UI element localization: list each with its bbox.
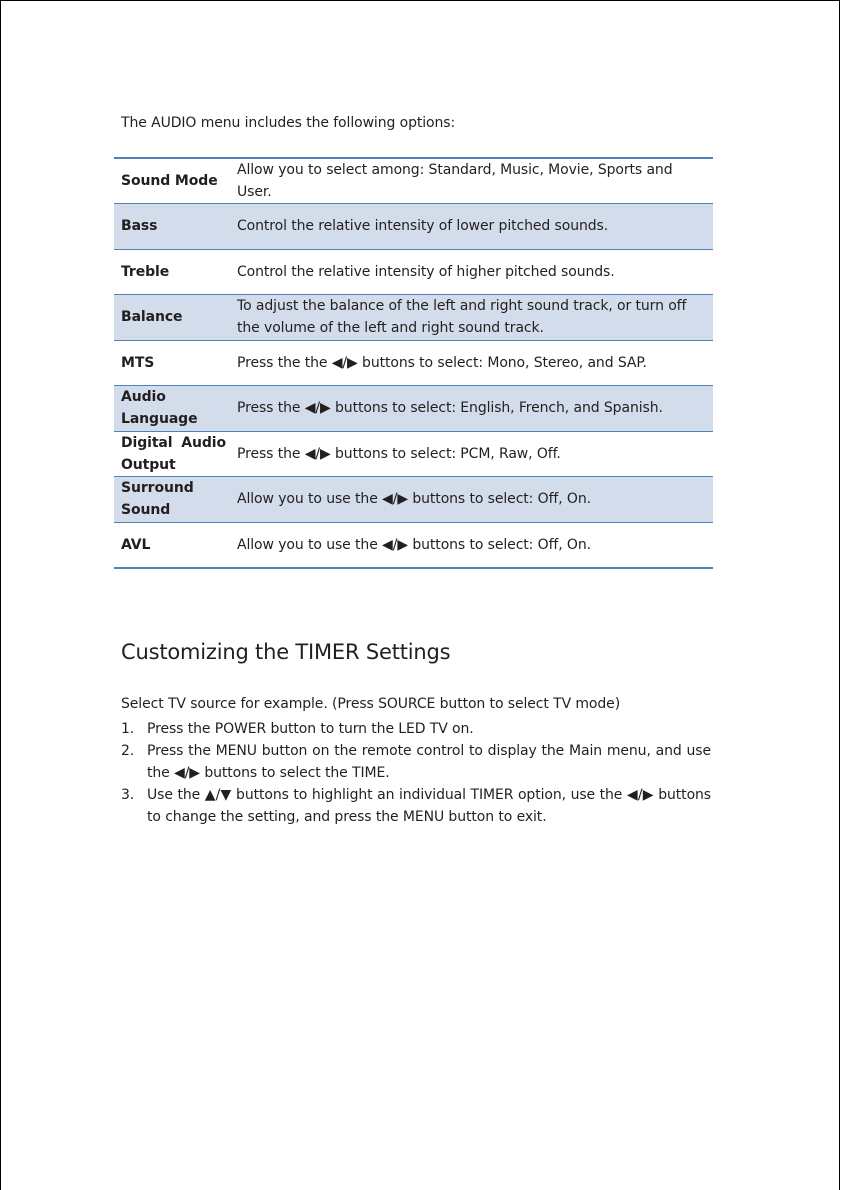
- table-row: [114, 295, 713, 341]
- table-row: [114, 340, 713, 386]
- option-name: Treble: [114, 249, 232, 295]
- timer-steps-list: [121, 718, 711, 828]
- table-row: [114, 477, 713, 523]
- list-item: [121, 718, 711, 740]
- option-name-line2: Output: [121, 456, 176, 473]
- step-text: Use the ▲/▼ buttons to highlight an individual TIMER option, use the ◀/▶ buttons to change the setting, and press the MENU button to exit.: [147, 787, 711, 825]
- step-number: 2.: [121, 743, 135, 759]
- option-name: Surround Sound: [114, 477, 232, 523]
- section-heading: Customizing the TIMER Settings: [121, 640, 451, 664]
- option-description: Control the relative intensity of lower pitched sounds.: [232, 204, 713, 250]
- audio-intro-text: The AUDIO menu includes the following options:: [121, 115, 456, 131]
- option-description: Press the ◀/▶ buttons to select: PCM, Raw, Off.: [232, 431, 713, 477]
- step-number: 3.: [121, 787, 135, 803]
- option-description: Control the relative intensity of higher pitched sounds.: [232, 249, 713, 295]
- list-item: [121, 740, 711, 784]
- table-row: [114, 204, 713, 250]
- option-name: AVL: [121, 536, 151, 553]
- option-name: Audio Language: [114, 386, 232, 432]
- option-description: Allow you to use the ◀/▶ buttons to select: Off, On.: [237, 536, 591, 553]
- option-description: Press the ◀/▶ buttons to select: English, French, and Spanish.: [232, 386, 713, 432]
- table-row: [114, 386, 713, 432]
- table-row: [114, 431, 713, 477]
- step-text: Press the POWER button to turn the LED TV on.: [147, 721, 474, 737]
- timer-intro-text: Select TV source for example. (Press SOURCE button to select TV mode): [121, 696, 621, 712]
- option-description: Press the the ◀/▶ buttons to select: Mono, Stereo, and SAP.: [232, 340, 713, 386]
- option-name: Sound Mode: [114, 158, 232, 204]
- option-name: [114, 431, 232, 477]
- option-description: Allow you to use the ◀/▶ buttons to select: Off, On.: [232, 477, 713, 523]
- step-number: 1.: [121, 721, 135, 737]
- list-item: [121, 784, 711, 828]
- option-name: Balance: [114, 295, 232, 341]
- option-name: Bass: [114, 204, 232, 250]
- option-name: MTS: [114, 340, 232, 386]
- table-row: [114, 158, 713, 204]
- option-name-line1: Digital Audio: [121, 434, 226, 451]
- step-text: Press the MENU button on the remote control to display the Main menu, and use the ◀/▶ buttons to select the TIME.: [147, 743, 711, 781]
- option-description: To adjust the balance of the left and right sound track, or turn off the volume of the left and right sound track.: [232, 295, 713, 341]
- audio-options-table: [114, 157, 713, 569]
- table-row: [114, 522, 713, 568]
- table-row: [114, 249, 713, 295]
- option-description: Allow you to select among: Standard, Music, Movie, Sports and User.: [232, 158, 713, 204]
